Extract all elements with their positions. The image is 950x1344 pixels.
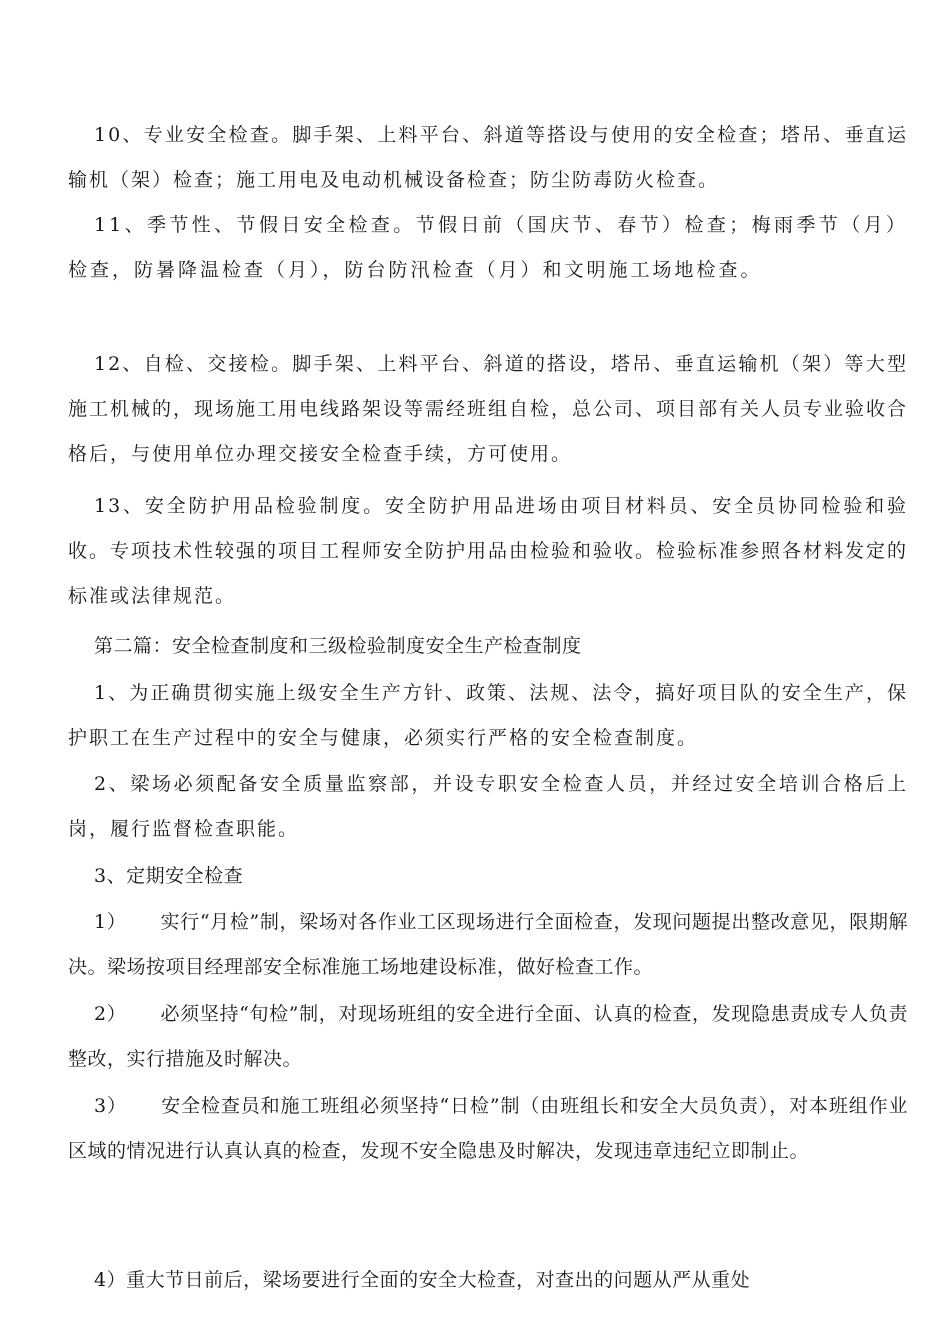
paragraph-1-purpose <box>68 671 908 761</box>
paragraph-12-self-inspection <box>68 342 908 477</box>
item-label: 2） <box>94 1003 127 1025</box>
paragraph-text: 3、定期安全检查 <box>94 865 244 887</box>
section-heading-text: 第二篇：安全检查制度和三级检验制度安全生产检查制度 <box>94 635 582 657</box>
item-text: 4）重大节日前后，梁场要进行全面的安全大检查，对查出的问题从严从重处 <box>94 1269 751 1291</box>
item-text: 实行“月检”制，梁场对各作业工区现场进行全面检查，发现问题提出整改意见，限期解决。梁场按项目经理部安全标准施工场地建设标准，做好检查工作。 <box>68 911 908 978</box>
item-4-holiday-inspection <box>68 1258 908 1303</box>
item-label: 3） <box>94 1095 127 1117</box>
item-label: 1） <box>94 911 127 933</box>
paragraph-text: 2、梁场必须配备安全质量监察部，并设专职安全检查人员，并经过安全培训合格后上岗，履行监督检查职能。 <box>68 773 908 840</box>
item-1-monthly-inspection <box>68 900 908 990</box>
paragraph-text: 11、季节性、节假日安全检查。节假日前（国庆节、春节）检查；梅雨季节（月）检查，防暑降温检查（月），防台防汛检查（月）和文明施工场地检查。 <box>68 214 908 281</box>
paragraph-2-safety-department <box>68 762 908 852</box>
paragraph-text: 13、安全防护用品检验制度。安全防护用品进场由项目材料员、安全员协同检验和验收。专项技术性较强的项目工程师安全防护用品由检验和验收。检验标准参照各材料发定的标准或法律规范。 <box>68 495 909 607</box>
paragraph-3-periodic-inspection <box>68 854 908 899</box>
paragraph-text: 12、自检、交接检。脚手架、上料平台、斜道的搭设，塔吊、垂直运输机（架）等大型施工机械的，现场施工用电线路架设等需经班组自检，总公司、项目部有关人员专业验收合格后，与使用单位办理交接安全检查手续，方可使用。 <box>68 353 909 465</box>
item-3-daily-inspection <box>68 1084 908 1174</box>
paragraph-13-protective-equipment <box>68 484 908 619</box>
paragraph-11-seasonal-inspection <box>68 203 908 293</box>
paragraph-text: 1、为正确贯彻实施上级安全生产方针、政策、法规、法令，搞好项目队的安全生产，保护职工在生产过程中的安全与健康，必须实行严格的安全检查制度。 <box>68 682 908 749</box>
item-2-ten-day-inspection <box>68 992 908 1082</box>
section-heading-part-two <box>68 624 908 669</box>
item-text: 安全检查员和施工班组必须坚持“日检”制（由班组长和安全大员负责），对本班组作业区域的情况进行认真认真的检查，发现不安全隐患及时解决，发现违章违纪立即制止。 <box>68 1095 908 1162</box>
paragraph-10-specialized-inspection <box>68 113 908 203</box>
paragraph-text: 10、专业安全检查。脚手架、上料平台、斜道等搭设与使用的安全检查；塔吊、垂直运输机（架）检查；施工用电及电动机械设备检查；防尘防毒防火检查。 <box>68 124 908 191</box>
item-text: 必须坚持“旬检”制，对现场班组的安全进行全面、认真的检查，发现隐患责成专人负责整改，实行措施及时解决。 <box>68 1003 908 1070</box>
